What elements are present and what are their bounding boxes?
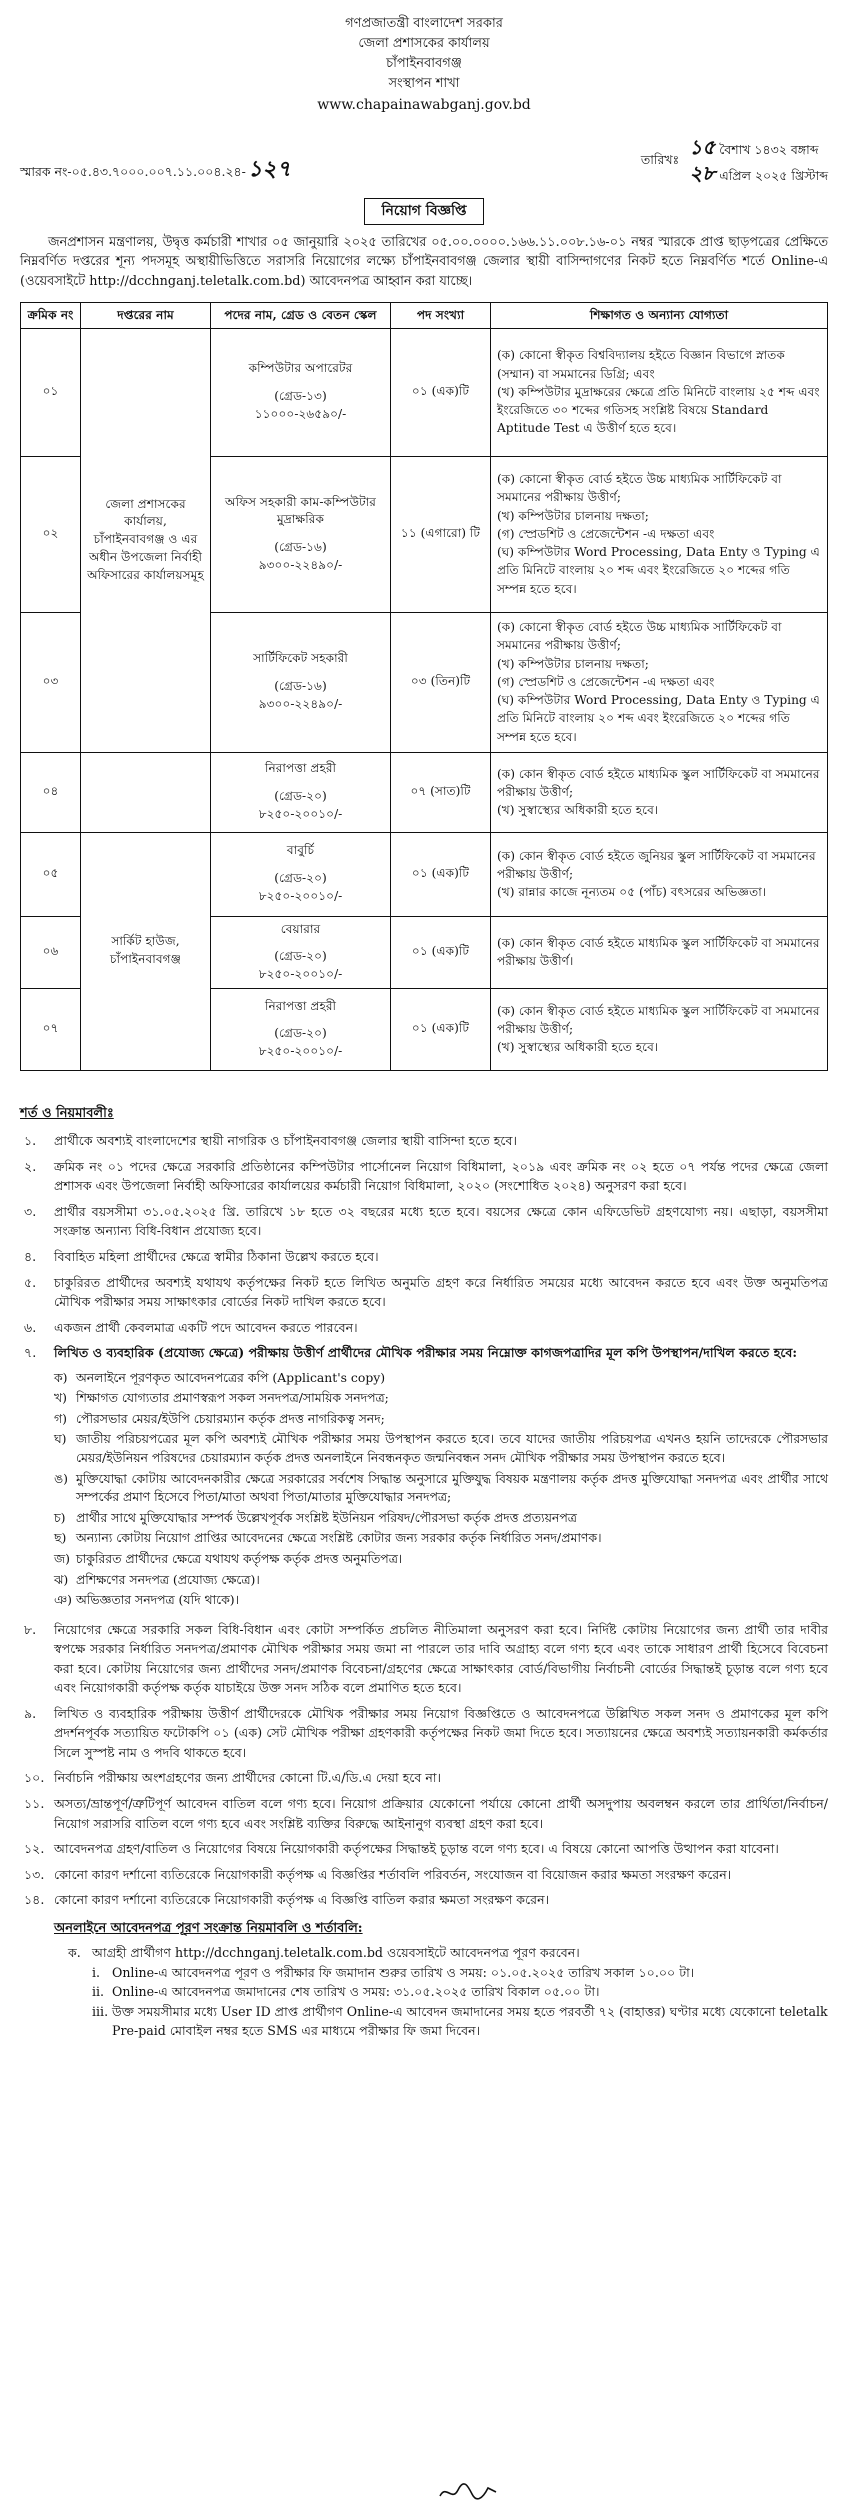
- post-name: অফিস সহকারী কাম-কম্পিউটার মুদ্রাক্ষরিক: [225, 494, 376, 527]
- online-item-key: i.: [92, 1964, 101, 1980]
- condition-item: [20, 1318, 828, 1338]
- th-qualification: শিক্ষাগত ও অন্যান্য যোগ্যতা: [491, 303, 828, 328]
- notice-title: নিয়োগ বিজ্ঞপ্তি: [364, 198, 483, 224]
- post-scale: ১১০০০-২৬৫৯০/-: [254, 406, 347, 421]
- document-subitem: [54, 1550, 828, 1569]
- condition-item: [20, 1768, 828, 1788]
- post-scale: ৮২৫০-২০০১০/-: [258, 888, 343, 903]
- post-scale: ৮২৫০-২০০১০/-: [258, 966, 343, 981]
- condition-text: লিখিত ও ব্যবহারিক পরীক্ষায় উত্তীর্ণ প্রার্থীদেরকে মৌখিক পরীক্ষার সময় নিয়োগ বিজ্ঞপ্তিতে ও আবেদনপত্রে উল্লিখিত সকল সনদ ও প্রমাণকের মূল কপি প্রদর্শনপূর্বক সত্যায়িত ফটোকপি ০১ (এক) সেট মৌখিক পরীক্ষা গ্রহণকারী কর্তৃপক্ষের নিকট জমা দিতে হবে। সত্যায়নের ক্ষেত্রে অবশ্যই সত্যায়নকারী কর্মকর্তার সিলে সুস্পষ্ট নাম ও পদবি থাকতে হবে।: [54, 1705, 828, 1760]
- cell-qualification: [491, 752, 828, 832]
- subitem-text: প্রশিক্ষণের সনদপত্র (প্রযোজ্য ক্ষেত্রে)।: [76, 1571, 260, 1587]
- subitem-text: পৌরসভার মেয়র/ইউপি চেয়ারম্যান কর্তৃক প্রদত্ত নাগরিকত্ব সনদ;: [76, 1410, 385, 1426]
- online-rule-item: [92, 2002, 828, 2041]
- subitem-key: ঘ): [54, 1431, 67, 1447]
- qualification-line: (খ) কম্পিউটার মুদ্রাক্ষরের ক্ষেত্রে প্রতি মিনিটে বাংলায় ২৫ শব্দ এবং ইংরেজিতে ৩০ শব্দের গতিসহ সংশ্লিষ্ট বিষয়ে Standard Aptitude Test এ উত্তীর্ণ হতে হবে।: [497, 384, 820, 436]
- condition-item: [20, 1247, 828, 1267]
- post-name: নিরাপত্তা প্রহরী: [264, 761, 337, 776]
- cell-count: ০১ (এক)টি: [391, 916, 491, 988]
- condition-text: বিবাহিত মহিলা প্রার্থীদের ক্ষেত্রে স্বামীর ঠিকানা উল্লেখ করতে হবে।: [54, 1248, 379, 1264]
- cell-count: ১১ (এগারো) টি: [391, 456, 491, 612]
- memo-handwritten-number: ১২৭: [247, 156, 291, 183]
- condition-number: ১৪.: [24, 1892, 45, 1908]
- date-block: [641, 134, 828, 186]
- condition-text: ক্রমিক নং ০১ পদের ক্ষেত্রে সরকারি প্রতিষ্ঠানের কম্পিউটার পার্সোনেল নিয়োগ বিধিমালা, ২০১৯ এবং ক্রমিক নং ০২ হতে ০৭ পর্যন্ত পদের ক্ষেত্রে জেলা প্রশাসক এবং উপজেলা নির্বাহী অফিসারের কার্যালয়ের কর্মচারী নিয়োগ বিধিমালা, ২০২০ (সংশোধিত ২০২৪) অনুসরণ করা হবে।: [54, 1158, 828, 1194]
- cell-office-empty: [81, 752, 211, 832]
- qualification-line: (খ) কম্পিউটার চালনায় দক্ষতা;: [497, 656, 649, 671]
- subitem-text: অভিজ্ঞতার সনদপত্র (যদি থাকে)।: [76, 1592, 240, 1608]
- online-rule-item: [92, 1982, 828, 2002]
- condition-text: লিখিত ও ব্যবহারিক (প্রযোজ্য ক্ষেত্রে) পরীক্ষায় উত্তীর্ণ প্রার্থীদের মৌখিক পরীক্ষার সময় নিম্নোক্ত কাগজপত্রাদির মূল কপি উপস্থাপন/দাখিল করতে হবে:: [54, 1345, 798, 1361]
- qualification-line: (ঘ) কম্পিউটার Word Processing, Data Enty ও Typing এ প্রতি মিনিটে বাংলায় ২০ শব্দ এবং ইংরেজিতে ২০ শব্দের গতি সম্পন্ন হতে হবে।: [497, 545, 820, 596]
- date-hand-bn: ১৫: [689, 135, 716, 160]
- subitem-text: জাতীয় পরিচয়পত্রের মূল কপি অবশ্যই মৌখিক পরীক্ষার সময় উপস্থাপন করতে হবে। তবে যাদের জাতীয় পরিচয়পত্র এখনও হয়নি তাদেরকে পৌরসভার মেয়র/ইউনিয়ন পরিষদের চেয়ারম্যান কর্তৃক প্রদত্ত অনলাইনে নিবন্ধনকৃত জন্মনিবন্ধন সনদ মৌখিক পরীক্ষার সময় উপস্থাপন করতে হবে।: [76, 1431, 828, 1465]
- condition-number: ৫.: [24, 1274, 37, 1290]
- cell-count: ০১ (এক)টি: [391, 832, 491, 916]
- qualification-line: (গ) স্প্রেডশিট ও প্রেজেন্টেশন -এ দক্ষতা এবং: [497, 526, 715, 541]
- posts-table: [20, 302, 828, 1071]
- table-row: [21, 328, 828, 456]
- qualification-line: (ক) কোন স্বীকৃত বোর্ড হইতে জুনিয়র স্কুল সার্টিফিকেট বা সমমানের পরীক্ষায় উত্তীর্ণ;: [497, 848, 816, 881]
- post-grade: (গ্রেড-১৩): [274, 389, 327, 404]
- post-grade: (গ্রেড-১৬): [274, 679, 327, 694]
- table-header-row: [21, 303, 828, 328]
- cell-post: [211, 916, 391, 988]
- online-item-key: ii.: [92, 1984, 105, 2000]
- qualification-line: (ক) কোন স্বীকৃত বোর্ড হইতে মাধ্যমিক স্কুল সার্টিফিকেট বা সমমানের পরীক্ষায় উত্তীর্ণ;: [497, 766, 820, 799]
- condition-number: ২.: [24, 1158, 37, 1174]
- date-hand-en: ২৮: [689, 161, 716, 186]
- office-header: [20, 14, 828, 116]
- qualification-line: (খ) সুস্বাস্থ্যের অধিকারী হতে হবে।: [497, 1040, 659, 1055]
- cell-qualification: [491, 456, 828, 612]
- post-name: কম্পিউটার অপারেটর: [248, 361, 353, 376]
- online-item-text: উক্ত সময়সীমার মধ্যে User ID প্রাপ্ত প্রার্থীগণ Online-এ আবেদন জমাদানের সময় হতে পরবর্তী ৭২ (বাহাত্তর) ঘণ্টার মধ্যে যেকোনো teletalk Pre-paid মোবাইল নম্বর হতে SMS এর মাধ্যমে পরীক্ষার ফি জমা দিবেন।: [112, 2003, 828, 2039]
- condition-text: প্রার্থীর বয়সসীমা ৩১.০৫.২০২৫ খ্রি. তারিখে ১৮ হতে ৩২ বছরের মধ্যে হতে হবে। বয়সের ক্ষেত্রে কোন এফিডেভিট গ্রহণযোগ্য নয়। এছাড়া, বয়সসীমা সংক্রান্ত অন্যান্য বিধি-বিধান প্রযোজ্য হবে।: [54, 1203, 828, 1239]
- qualification-line: (খ) রান্নার কাজে নূন্যতম ০৫ (পাঁচ) বৎসরের অভিজ্ঞতা।: [497, 885, 767, 900]
- cell-serial: ০২: [21, 456, 81, 612]
- post-grade: (গ্রেড-২০): [274, 871, 327, 886]
- cell-post: [211, 752, 391, 832]
- document-subitem: [54, 1389, 828, 1408]
- th-count: পদ সংখ্যা: [391, 303, 491, 328]
- condition-number: ৩.: [24, 1203, 37, 1219]
- subitem-text: অন্যান্য কোটায় নিয়োগ প্রাপ্তির আবেদনের ক্ষেত্রে সংশ্লিষ্ট কোটার জন্য সরকার কর্তৃক নির্ধারিত সনদ/প্রমাণক।: [76, 1530, 602, 1546]
- cell-count: ০৭ (সাত)টি: [391, 752, 491, 832]
- post-grade: (গ্রেড-২০): [274, 949, 327, 964]
- online-item-text: Online-এ আবেদনপত্র জমাদানের শেষ তারিখ ও সময়: ৩১.০৫.২০২৫ তারিখ বিকাল ০৫.০০ টা।: [112, 1984, 600, 2000]
- condition-item: [20, 1131, 828, 1151]
- cell-serial: ০৫: [21, 832, 81, 916]
- cell-office-group-2: সার্কিট হাউজ, চাঁপাইনবাবগঞ্জ: [81, 832, 211, 1070]
- cell-serial: ০৪: [21, 752, 81, 832]
- document-subitem: [54, 1591, 828, 1610]
- cell-office-group-1: জেলা প্রশাসকের কার্যালয়, চাঁপাইনবাবগঞ্জ ও এর অধীন উপজেলা নির্বাহী অফিসারের কার্যালয়সমূহ: [81, 328, 211, 752]
- table-row: [21, 832, 828, 916]
- cell-qualification: [491, 328, 828, 456]
- cell-count: ০১ (এক)টি: [391, 328, 491, 456]
- condition-item: [20, 1865, 828, 1885]
- cell-post: [211, 456, 391, 612]
- condition-number: ৭.: [24, 1345, 37, 1361]
- cell-qualification: [491, 612, 828, 752]
- qualification-line: (খ) সুস্বাস্থ্যের অধিকারী হতে হবে।: [497, 803, 659, 818]
- th-office: দপ্তরের নাম: [81, 303, 211, 328]
- online-rule-a: [20, 1944, 828, 1962]
- subitem-text: চাকুরিরত প্রার্থীদের ক্ষেত্রে যথাযথ কর্তৃপক্ষ কর্তৃক প্রদত্ত অনুমতিপত্র।: [76, 1551, 403, 1567]
- cell-qualification: [491, 832, 828, 916]
- online-rule-item: [92, 1963, 828, 1983]
- header-line-2: জেলা প্রশাসকের কার্যালয়: [358, 36, 490, 52]
- condition-number: ৬.: [24, 1319, 37, 1335]
- condition-text: একজন প্রার্থী কেবলমাত্র একটি পদে আবেদন করতে পারবেন।: [54, 1319, 358, 1335]
- cell-count: ০১ (এক)টি: [391, 988, 491, 1070]
- online-rule-text: আগ্রহী প্রার্থীগণ http://dcchnganj.teletalk.com.bd ওয়েবসাইটে আবেদনপত্র পূরণ করবেন।: [92, 1945, 580, 1961]
- condition-text: নিয়োগের ক্ষেত্রে সরকারি সকল বিধি-বিধান এবং কোটা সম্পর্কিত প্রচলিত নীতিমালা অনুসরণ করা হবে। নির্দিষ্ট কোটায় নিয়োগের জন্য প্রার্থী তার দাবীর স্বপক্ষে সরকার নির্ধারিত সনদপত্র/প্রমাণক মৌখিক পরীক্ষার সময় জমা না পারলে তার দাবি অগ্রাহ্য বলে গণ্য হবে এবং তাকে সাধারণ প্রার্থী হিসেবে বিবেচনা করা হবে। কোটায় নিয়োগের জন্য প্রার্থীদের সনদ/প্রমাণক বিবেচনা/গ্রহণের ক্ষেত্রে সাক্ষাৎকার বোর্ড/বিভাগীয় নির্বাচনী বোর্ডের সিদ্ধান্তই চূড়ান্ত বলে গণ্য হবে এবং নিয়োগকারী কর্তৃপক্ষ কর্তৃক যাচাইয়ে উক্ত সনদ সঠিক বলে প্রমাণিত হতে হবে।: [54, 1621, 828, 1696]
- condition-item: [20, 1620, 828, 1698]
- intro-paragraph: জনপ্রশাসন মন্ত্রণালয়, উদ্বৃত্ত কর্মচারী শাখার ০৫ জানুয়ারি ২০২৫ তারিখের ০৫.০০.০০০০.১৬৬.১১.০০৮.১৬-০১ নম্বর স্মারকে প্রাপ্ত ছাড়পত্রের প্রেক্ষিতে নিম্নবর্ণিত দপ্তরের শূন্য পদসমূহ অস্থায়ীভিত্তিতে সরাসরি নিয়োগের লক্ষ্যে চাঁপাইনবাবগঞ্জ জেলার স্থায়ী বাসিন্দাগণের নিকট হতে নিম্নবর্ণিত শর্তে Online-এ (ওয়েবসাইটে http://dcchnganj.teletalk.com.bd) আবেদনপত্র আহ্বান করা যাচ্ছে।: [20, 234, 828, 290]
- condition-item-documents: [20, 1343, 828, 1363]
- document-subitem: [54, 1369, 828, 1388]
- cell-post: [211, 612, 391, 752]
- header-line-3: চাঁপাইনবাবগঞ্জ: [386, 56, 462, 72]
- document-subitem: [54, 1430, 828, 1467]
- subitem-key: ঝ): [54, 1571, 69, 1587]
- handwritten-signature: [438, 2480, 498, 2512]
- condition-item: [20, 1704, 828, 1763]
- condition-number: ১.: [24, 1133, 37, 1149]
- condition-item: [20, 1273, 828, 1312]
- th-serial: ক্রমিক নং: [21, 303, 81, 328]
- condition-item: [20, 1157, 828, 1196]
- condition-number: ১৩.: [24, 1866, 45, 1882]
- qualification-line: (ক) কোনো স্বীকৃত বোর্ড হইতে উচ্চ মাধ্যমিক সার্টিফিকেট বা সমমানের পরীক্ষায় উত্তীর্ণ;: [497, 471, 782, 505]
- document-subitem: [54, 1509, 828, 1528]
- cell-qualification: [491, 988, 828, 1070]
- subitem-text: শিক্ষাগত যোগ্যতার প্রমাণস্বরূপ সকল সনদপত্র/সাময়িক সনদপত্র;: [76, 1390, 389, 1406]
- conditions-list: [20, 1131, 828, 1909]
- cell-serial: ০৩: [21, 612, 81, 752]
- condition-text: কোনো কারণ দর্শানো ব্যতিরেকে নিয়োগকারী কর্তৃপক্ষ এ বিজ্ঞপ্তি বাতিল করার ক্ষমতা সংরক্ষণ করেন।: [54, 1892, 550, 1908]
- subitem-key: ঙ): [54, 1470, 68, 1486]
- qualification-line: (ক) কোনো স্বীকৃত বোর্ড হইতে উচ্চ মাধ্যমিক সার্টিফিকেট বা সমমানের পরীক্ষায় উত্তীর্ণ;: [497, 619, 782, 653]
- cell-post: [211, 832, 391, 916]
- condition-number: ৮.: [24, 1621, 37, 1637]
- qualification-line: (ক) কোন স্বীকৃত বোর্ড হইতে মাধ্যমিক স্কুল সার্টিফিকেট বা সমমানের পরীক্ষায় উত্তীর্ণ;: [497, 1003, 820, 1036]
- notice-title-wrap: [20, 198, 828, 224]
- post-grade: (গ্রেড-২০): [274, 789, 327, 804]
- subitem-key: খ): [54, 1390, 67, 1406]
- condition-text: প্রার্থীকে অবশ্যই বাংলাদেশের স্থায়ী নাগরিক ও চাঁপাইনবাবগঞ্জ জেলার স্থায়ী বাসিন্দা হতে হবে।: [54, 1133, 517, 1149]
- conditions-title: শর্ত ও নিয়মাবলীঃ: [20, 1105, 114, 1121]
- subitem-key: ছ): [54, 1530, 67, 1546]
- signature-scribble: [438, 2480, 498, 2504]
- table-row: [21, 752, 828, 832]
- post-name: বেয়ারার: [280, 921, 321, 936]
- condition-text: চাকুরিরত প্রার্থীদের অবশ্যই যথাযথ কর্তৃপক্ষের নিকট হতে লিখিত অনুমতি গ্রহণ করে নির্ধারিত সময়ের মধ্যে আবেদন করতে হবে এবং উক্ত অনুমতিপত্র মৌখিক পরীক্ষার সময় সাক্ষাৎকার বোর্ডের নিকট দাখিল করতে হবে।: [54, 1274, 828, 1310]
- post-scale: ৯৩০০-২২৪৯০/-: [258, 696, 343, 711]
- subitem-text: মুক্তিযোদ্ধা কোটায় আবেদনকারীর ক্ষেত্রে সরকারের সর্বশেষ সিদ্ধান্ত অনুসারে মুক্তিযুদ্ধ বিষয়ক মন্ত্রণালয় কর্তৃক প্রদত্ত মুক্তিযোদ্ধা সনদপত্র এবং প্রার্থীর সাথে সম্পর্কের প্রমাণ হিসেবে পিতা/মাতা অথবা পিতা/মাতার মুক্তিযোদ্ধার সনদপত্র;: [76, 1470, 828, 1505]
- cell-post: [211, 988, 391, 1070]
- online-rules-title: অনলাইনে আবেদনপত্র পূরণ সংক্রান্ত নিয়মাবলি ও শর্তাবলি:: [54, 1920, 363, 1936]
- qualification-line: (ঘ) কম্পিউটার Word Processing, Data Enty ও Typing এ প্রতি মিনিটে বাংলায় ২০ শব্দ এবং ইংরেজিতে ২০ শব্দের গতি সম্পন্ন হতে হবে।: [497, 693, 820, 744]
- condition-text: আবেদনপত্র গ্রহণ/বাতিল ও নিয়োগের বিষয়ে নিয়োগকারী কর্তৃপক্ষের সিদ্ধান্তই চূড়ান্ত বলে গণ্য হবে। এ বিষয়ে কোনো আপত্তি উত্থাপন করা যাবেনা।: [54, 1841, 779, 1857]
- post-scale: ৮২৫০-২০০১০/-: [258, 1043, 343, 1058]
- document-subitem: [54, 1470, 828, 1507]
- document-subitem: [54, 1529, 828, 1548]
- cell-post: [211, 328, 391, 456]
- condition-item: [20, 1839, 828, 1859]
- date-bn: বৈশাখ ১৪৩২ বঙ্গাব্দ: [719, 142, 819, 158]
- subitem-text: প্রার্থীর সাথে মুক্তিযোদ্ধার সম্পর্ক উল্লেখপূর্বক সংশ্লিষ্ট ইউনিয়ন পরিষদ/পৌরসভা কর্তৃক প্রদত্ত প্রত্যয়নপত্র: [76, 1509, 577, 1525]
- document-subitem: [54, 1571, 828, 1590]
- cell-serial: ০৬: [21, 916, 81, 988]
- document-subitems: [54, 1369, 828, 1610]
- post-grade: (গ্রেড-১৬): [274, 540, 327, 554]
- condition-number: ৯.: [24, 1705, 37, 1721]
- subitem-key: ঞ): [54, 1592, 72, 1608]
- header-website: www.chapainawabganj.gov.bd: [317, 96, 531, 113]
- qualification-line: (ক) কোনো স্বীকৃত বিশ্ববিদ্যালয় হইতে বিজ্ঞান বিভাগে স্নাতক (সম্মান) বা সমমানের ডিগ্রি; এবং: [497, 348, 785, 381]
- post-name: নিরাপত্তা প্রহরী: [264, 998, 337, 1013]
- cell-count: ০৩ (তিন)টি: [391, 612, 491, 752]
- condition-text: কোনো কারণ দর্শানো ব্যতিরেকে নিয়োগকারী কর্তৃপক্ষ এ বিজ্ঞপ্তির শর্তাবলি পরিবর্তন, সংযোজন বা বিয়োজন করার ক্ষমতা সংরক্ষণ করেন।: [54, 1866, 732, 1882]
- header-line-1: গণপ্রজাতন্ত্রী বাংলাদেশ সরকার: [345, 16, 503, 31]
- condition-item: [20, 1794, 828, 1833]
- condition-number: ৪.: [24, 1248, 37, 1264]
- th-post: পদের নাম, গ্রেড ও বেতন স্কেল: [211, 303, 391, 328]
- condition-text: নির্বাচনি পরীক্ষায় অংশগ্রহণের জন্য প্রার্থীদের কোনো টি.এ/ডি.এ দেয়া হবে না।: [54, 1770, 442, 1786]
- online-item-key: iii.: [92, 2003, 109, 2019]
- online-rule-key: ক.: [68, 1945, 81, 1961]
- online-item-text: Online-এ আবেদনপত্র পূরণ ও পরীক্ষার ফি জমাদান শুরুর তারিখ ও সময়: ০১.০৫.২০২৫ তারিখ সকাল ১০.০০ টা।: [112, 1964, 695, 1980]
- qualification-line: (গ) স্প্রেডশিট ও প্রেজেন্টেশন -এ দক্ষতা এবং: [497, 674, 715, 689]
- condition-number: ১২.: [24, 1841, 45, 1857]
- qualification-line: (ক) কোন স্বীকৃত বোর্ড হইতে মাধ্যমিক স্কুল সার্টিফিকেট বা সমমানের পরীক্ষায় উত্তীর্ণ।: [497, 935, 820, 969]
- memo-number: [20, 154, 291, 186]
- condition-item: [20, 1890, 828, 1910]
- reference-row: [20, 134, 828, 186]
- post-scale: ৮২৫০-২০০১০/-: [258, 806, 343, 821]
- subitem-text: অনলাইনে পূরণকৃত আবেদনপত্রের কপি (Applicant's copy): [76, 1369, 386, 1385]
- cell-qualification: [491, 916, 828, 988]
- cell-serial: ০৭: [21, 988, 81, 1070]
- qualification-line: (খ) কম্পিউটার চালনায় দক্ষতা;: [497, 508, 649, 523]
- condition-number: ১১.: [24, 1796, 45, 1811]
- subitem-key: জ): [54, 1551, 70, 1567]
- post-name: বাবুর্চি: [286, 843, 315, 858]
- post-name: সার্টিফিকেট সহকারী: [253, 651, 348, 666]
- subitem-key: গ): [54, 1410, 67, 1426]
- memo-text: স্মারক নং-০৫.৪৩.৭০০০.০০৭.১১.০০৪.২৪-: [20, 164, 246, 180]
- cell-serial: ০১: [21, 328, 81, 456]
- condition-number: ১০.: [24, 1770, 45, 1786]
- document-subitem: [54, 1410, 828, 1429]
- online-rule-list: [20, 1963, 828, 2041]
- condition-item: [20, 1202, 828, 1241]
- post-scale: ৯৩০০-২২৪৯০/-: [258, 557, 343, 572]
- date-en: এপ্রিল ২০২৫ খ্রিস্টাব্দ: [719, 168, 828, 184]
- condition-text: অসত্য/ভ্রান্তপূর্ণ/ত্রুটিপূর্ণ আবেদন বাতিল বলে গণ্য হবে। নিয়োগ প্রক্রিয়ার যেকোনো পর্যায়ে কোনো প্রার্থী অসদুপায় অবলম্বন করলে তার প্রার্থিতা/নির্বাচন/নিয়োগ সরাসরি বাতিল বলে গণ্য হবে এবং সংশ্লিষ্ট ব্যক্তির বিরুদ্ধে আইনানুগ ব্যবস্থা গ্রহণ করা হবে।: [54, 1796, 828, 1831]
- header-line-4: সংস্থাপন শাখা: [388, 76, 460, 92]
- subitem-key: চ): [54, 1509, 66, 1525]
- subitem-key: ক): [54, 1369, 68, 1385]
- post-grade: (গ্রেড-২০): [274, 1026, 327, 1041]
- date-label: তারিখঃ: [640, 152, 680, 168]
